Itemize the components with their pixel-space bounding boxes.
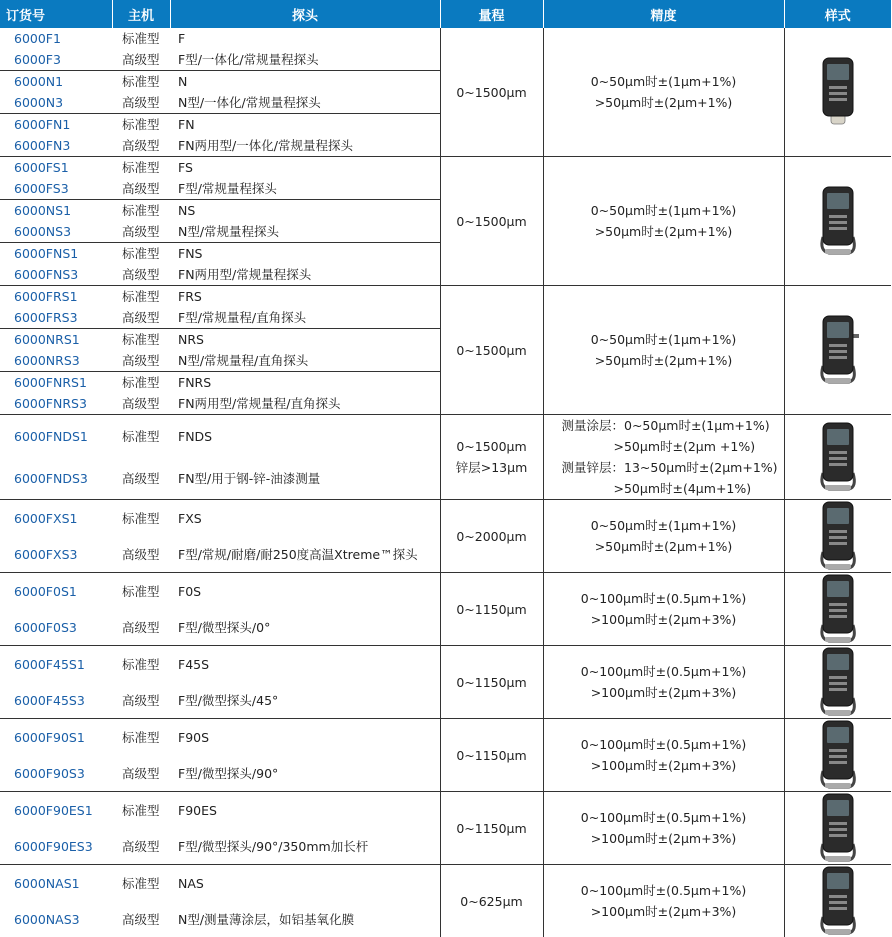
accuracy-line: >50μm时±(2μm +1%): [562, 436, 784, 457]
order-code: 6000FNS3: [0, 264, 112, 286]
probe-desc: FN两用型/常规量程探头: [170, 264, 440, 286]
probe-desc: N型/一体化/常规量程探头: [170, 92, 440, 114]
probe-desc: FN两用型/常规量程/直角探头: [170, 393, 440, 415]
host-type: 标准型: [112, 28, 170, 49]
table-row: [0, 28, 891, 49]
range-value: 0~1500μm: [441, 340, 543, 361]
order-code: 6000FNS1: [0, 243, 112, 265]
table-row: [0, 719, 891, 756]
gauge-icon: [815, 646, 861, 718]
probe-desc: N型/常规量程/直角探头: [170, 350, 440, 372]
accuracy-cell: [543, 28, 784, 157]
range-cell: [440, 719, 543, 792]
range-value: 锌层>13μm: [441, 457, 543, 478]
gauge-image: [784, 573, 891, 646]
probe-desc: FN: [170, 114, 440, 136]
range-cell: [440, 646, 543, 719]
accuracy-line: >50μm时±(2μm+1%): [544, 92, 784, 113]
host-type: 高级型: [112, 536, 170, 573]
accuracy-cell: [543, 415, 784, 500]
order-code: 6000NRS1: [0, 329, 112, 351]
gauge-image: [784, 719, 891, 792]
accuracy-line: >50μm时±(2μm+1%): [544, 221, 784, 242]
gauge-image: [784, 792, 891, 865]
table-row: [0, 500, 891, 537]
probe-desc: F型/常规量程/直角探头: [170, 307, 440, 329]
range-value: 0~1150μm: [441, 818, 543, 839]
host-type: 高级型: [112, 682, 170, 719]
accuracy-cell: [543, 573, 784, 646]
range-value: 0~1500μm: [441, 211, 543, 232]
host-type: 高级型: [112, 755, 170, 792]
host-type: 高级型: [112, 221, 170, 243]
accuracy-line: >50μm时±(4μm+1%): [562, 478, 784, 499]
gauge-image: [784, 286, 891, 415]
accuracy-cell: [543, 286, 784, 415]
host-type: 标准型: [112, 573, 170, 610]
range-cell: [440, 865, 543, 937]
probe-desc: NS: [170, 200, 440, 222]
probe-desc: F型/微型探头/90°/350mm加长杆: [170, 828, 440, 865]
range-value: 0~1150μm: [441, 672, 543, 693]
order-code: 6000FN3: [0, 135, 112, 157]
header-order-no: 订货号: [0, 0, 112, 28]
accuracy-line: >100μm时±(2μm+3%): [544, 682, 784, 703]
probe-desc: F型/微型探头/0°: [170, 609, 440, 646]
host-type: 标准型: [112, 200, 170, 222]
accuracy-line: 0~100μm时±(0.5μm+1%): [544, 807, 784, 828]
order-code: 6000FNDS3: [0, 457, 112, 500]
order-code: 6000FXS1: [0, 500, 112, 537]
range-cell: [440, 792, 543, 865]
host-type: 高级型: [112, 264, 170, 286]
gauge-image: [784, 415, 891, 500]
table-row: [0, 573, 891, 610]
accuracy-line: 0~50μm时±(1μm+1%): [544, 329, 784, 350]
order-code: 6000F45S1: [0, 646, 112, 683]
probe-desc: F型/一体化/常规量程探头: [170, 49, 440, 71]
order-code: 6000FNDS1: [0, 415, 112, 458]
gauge-icon: [815, 314, 861, 386]
probe-desc: F型/常规/耐磨/耐250度高温Xtreme™探头: [170, 536, 440, 573]
host-type: 高级型: [112, 92, 170, 114]
gauge-image: [784, 157, 891, 286]
gauge-icon: [815, 792, 861, 864]
probe-desc: FN两用型/一体化/常规量程探头: [170, 135, 440, 157]
accuracy-line: >100μm时±(2μm+3%): [544, 901, 784, 922]
table-row: [0, 792, 891, 829]
gauge-icon: [815, 500, 861, 572]
host-type: 标准型: [112, 157, 170, 179]
range-cell: [440, 157, 543, 286]
host-type: 高级型: [112, 393, 170, 415]
gauge-icon: [815, 573, 861, 645]
range-cell: [440, 500, 543, 573]
host-type: 高级型: [112, 609, 170, 646]
host-type: 标准型: [112, 329, 170, 351]
header-range: 量程: [440, 0, 543, 28]
accuracy-cell: [543, 646, 784, 719]
host-type: 高级型: [112, 178, 170, 200]
host-type: 标准型: [112, 646, 170, 683]
order-code: 6000FS3: [0, 178, 112, 200]
order-code: 6000F0S1: [0, 573, 112, 610]
gauge-image: [784, 646, 891, 719]
gauge-icon: [815, 719, 861, 791]
accuracy-line: >50μm时±(2μm+1%): [544, 536, 784, 557]
probe-desc: F90ES: [170, 792, 440, 829]
accuracy-line: 0~50μm时±(1μm+1%): [544, 515, 784, 536]
accuracy-cell: [543, 157, 784, 286]
probe-desc: F型/微型探头/90°: [170, 755, 440, 792]
probe-desc: F0S: [170, 573, 440, 610]
accuracy-cell: [543, 792, 784, 865]
accuracy-cell: [543, 865, 784, 937]
probe-desc: FNRS: [170, 372, 440, 394]
order-code: 6000F0S3: [0, 609, 112, 646]
probe-desc: F45S: [170, 646, 440, 683]
order-code: 6000NAS3: [0, 901, 112, 937]
order-code: 6000FRS1: [0, 286, 112, 308]
accuracy-line: 0~50μm时±(1μm+1%): [544, 200, 784, 221]
host-type: 标准型: [112, 286, 170, 308]
probe-desc: FS: [170, 157, 440, 179]
host-type: 高级型: [112, 135, 170, 157]
order-code: 6000F90ES1: [0, 792, 112, 829]
table-row: [0, 415, 891, 458]
accuracy-line: >100μm时±(2μm+3%): [544, 828, 784, 849]
probe-desc: N型/测量薄涂层，如铝基氧化膜: [170, 901, 440, 937]
header-probe: 探头: [170, 0, 440, 28]
accuracy-line: 0~100μm时±(0.5μm+1%): [544, 588, 784, 609]
gauge-icon: [815, 56, 861, 128]
range-value: 0~625μm: [441, 891, 543, 912]
order-code: 6000F3: [0, 49, 112, 71]
range-value: 0~1500μm: [441, 436, 543, 457]
host-type: 高级型: [112, 350, 170, 372]
accuracy-cell: [543, 500, 784, 573]
host-type: 标准型: [112, 415, 170, 458]
header-style: 样式: [784, 0, 891, 28]
probe-desc: NAS: [170, 865, 440, 902]
host-type: 高级型: [112, 828, 170, 865]
host-type: 高级型: [112, 307, 170, 329]
probe-desc: FNS: [170, 243, 440, 265]
probe-desc: N型/常规量程探头: [170, 221, 440, 243]
accuracy-cell: [543, 719, 784, 792]
table-row: [0, 646, 891, 683]
range-cell: [440, 573, 543, 646]
order-code: 6000FRS3: [0, 307, 112, 329]
host-type: 标准型: [112, 792, 170, 829]
probe-desc: NRS: [170, 329, 440, 351]
host-type: 高级型: [112, 49, 170, 71]
accuracy-line: 0~100μm时±(0.5μm+1%): [544, 661, 784, 682]
host-type: 标准型: [112, 71, 170, 93]
range-value: 0~1150μm: [441, 599, 543, 620]
gauge-icon: [815, 865, 861, 937]
range-cell: [440, 415, 543, 500]
range-value: 0~1500μm: [441, 82, 543, 103]
order-code: 6000FNRS3: [0, 393, 112, 415]
accuracy-line: >100μm时±(2μm+3%): [544, 755, 784, 776]
gauge-image: [784, 28, 891, 157]
accuracy-line: 测量锌层：13~50μm时±(2μm+1%): [562, 457, 784, 478]
host-type: 标准型: [112, 243, 170, 265]
order-code: 6000F90ES3: [0, 828, 112, 865]
table-row: [0, 157, 891, 179]
host-type: 高级型: [112, 457, 170, 500]
probe-desc: FXS: [170, 500, 440, 537]
host-type: 标准型: [112, 372, 170, 394]
host-type: 标准型: [112, 865, 170, 902]
table-row: [0, 865, 891, 902]
probe-desc: F90S: [170, 719, 440, 756]
header-accuracy: 精度: [543, 0, 784, 28]
order-code: 6000F90S3: [0, 755, 112, 792]
accuracy-line: 0~100μm时±(0.5μm+1%): [544, 734, 784, 755]
probe-desc: FRS: [170, 286, 440, 308]
accuracy-line: >100μm时±(2μm+3%): [544, 609, 784, 630]
range-value: 0~1150μm: [441, 745, 543, 766]
gauge-icon: [815, 185, 861, 257]
probe-desc: F型/常规量程探头: [170, 178, 440, 200]
gauge-icon: [815, 421, 861, 493]
accuracy-line: >50μm时±(2μm+1%): [544, 350, 784, 371]
range-value: 0~2000μm: [441, 526, 543, 547]
order-code: 6000F90S1: [0, 719, 112, 756]
probe-desc: F: [170, 28, 440, 49]
order-code: 6000FNRS1: [0, 372, 112, 394]
order-code: 6000NS3: [0, 221, 112, 243]
host-type: 标准型: [112, 719, 170, 756]
order-code: 6000F1: [0, 28, 112, 49]
accuracy-line: 0~100μm时±(0.5μm+1%): [544, 880, 784, 901]
probe-desc: FNDS: [170, 415, 440, 458]
probe-desc: FN型/用于钢-锌-油漆测量: [170, 457, 440, 500]
order-code: 6000N1: [0, 71, 112, 93]
order-code: 6000NS1: [0, 200, 112, 222]
accuracy-line: 测量涂层：0~50μm时±(1μm+1%): [562, 415, 784, 436]
order-code: 6000NRS3: [0, 350, 112, 372]
order-code: 6000F45S3: [0, 682, 112, 719]
host-type: 标准型: [112, 500, 170, 537]
accuracy-line: 0~50μm时±(1μm+1%): [544, 71, 784, 92]
gauge-image: [784, 865, 891, 937]
host-type: 高级型: [112, 901, 170, 937]
probe-desc: N: [170, 71, 440, 93]
header-row: [0, 0, 891, 28]
range-cell: [440, 28, 543, 157]
order-code: 6000NAS1: [0, 865, 112, 902]
host-type: 标准型: [112, 114, 170, 136]
gauge-image: [784, 500, 891, 573]
header-host: 主机: [112, 0, 170, 28]
order-code: 6000FN1: [0, 114, 112, 136]
probe-desc: F型/微型探头/45°: [170, 682, 440, 719]
order-code: 6000FS1: [0, 157, 112, 179]
table-row: [0, 286, 891, 308]
order-code: 6000FXS3: [0, 536, 112, 573]
order-code: 6000N3: [0, 92, 112, 114]
range-cell: [440, 286, 543, 415]
